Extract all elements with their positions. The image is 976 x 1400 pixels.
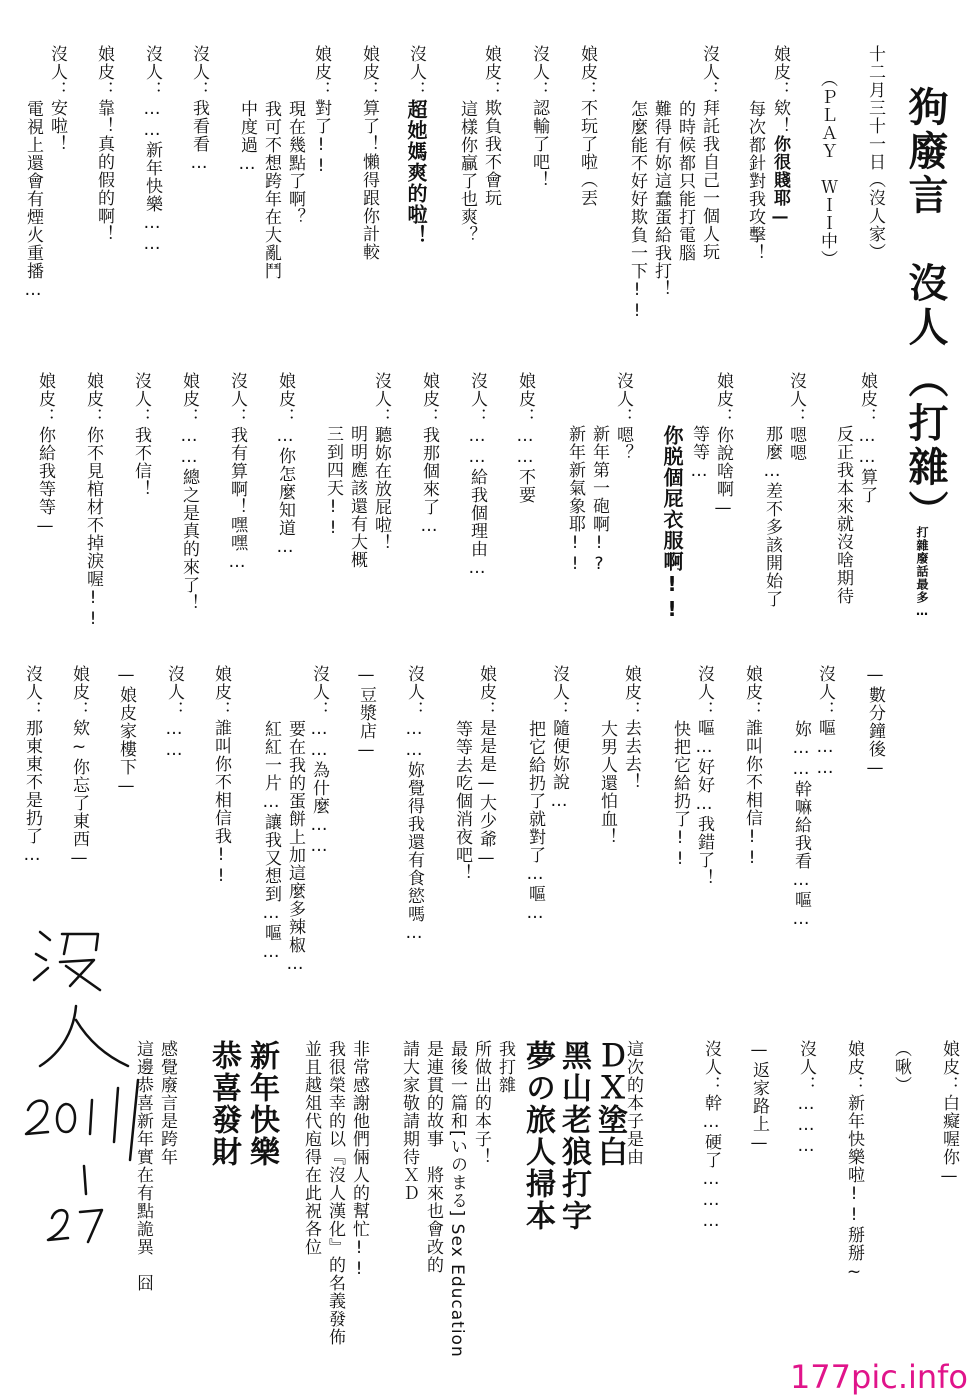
dialogue-line: 娘皮：誰叫你不相信我!! [211,665,231,887]
dialogue-line: 沒人：我不信！ [131,372,151,498]
greeting-line: 恭喜發財 [206,1040,241,1168]
dialogue-line: 娘皮：欺負我不會玩 [481,45,501,207]
dialogue-line: 沒人：認輸了吧！ [529,45,549,189]
dialogue-line: 等等去吃個消夜吧！ [452,720,472,882]
dialogue-line: 沒人：嗯？ [613,372,633,462]
dialogue-line: 沒人：幹…硬了……… [701,1040,721,1232]
dialogue-line: 沒人：…… [164,665,184,761]
dialogue-line [406,45,426,246]
dialogue-line: 反正我本來就沒啥期待 [833,425,853,605]
credit-line: 最後一篇和[いのまる] Sex Education [447,1040,467,1358]
dialogue-line: 沒人：嘔…… [815,665,835,779]
dialogue-line: 新年第一砲啊!? [589,425,609,575]
dialogue-line: 快把它給扔了!! [670,720,690,870]
dialogue-line: 沒人：……給我個理由… [467,372,487,579]
credit-line: 我打雜 [495,1040,515,1094]
dialogue-line: 娘皮：你說啥啊— [713,372,733,519]
speaker-line: 娘皮：欸！ [770,45,790,135]
thanks-line: 我很榮幸的以『沒人漢化』的名義發佈 [325,1040,345,1346]
credit-name: 黑山老狼打字 [556,1040,591,1232]
credit-line: 所做出的本子！ [471,1040,491,1166]
emphasis-text: 你很賤耶— [770,135,790,228]
scene-heading: —豆漿店— [356,665,376,761]
dialogue-line: 沒人：……新年快樂…… [142,45,162,255]
dialogue-line: 沒人：我有算啊！嘿嘿… [227,372,247,573]
date-line: 十二月三十一日（沒人家） [865,45,885,261]
dialogue-line: 中度過… [237,100,257,175]
page-title-paren: （打雜） [902,358,948,534]
dialogue-line: 娘皮：靠！真的假的啊！ [94,45,114,243]
dialogue-line: 娘皮：你給我等等— [35,372,55,537]
thanks-line: 非常感謝他們倆人的幫忙!! [349,1040,369,1280]
dialogue-line: 娘皮：白癡喔你— [939,1040,959,1187]
watermark: 177pic.info [789,1358,968,1396]
dialogue-line: 娘皮：新年快樂啦!!掰掰~ [844,1040,864,1283]
speaker-line: 沒人： [406,45,426,99]
dialogue-line: 難得有妳這蠢蛋給我打！ [651,100,671,298]
dialogue-line: 那麼…差不多該開始了 [762,425,782,608]
dialogue-line: 娘皮：對了!! [311,45,331,177]
handwritten-signature [10,920,150,1250]
dialogue-line: 沒人：拜託我自己一個人玩 [699,45,719,261]
dialogue-line: 娘皮：你不見棺材不掉淚喔!! [83,372,103,630]
emphasis-text: 超她媽爽的啦！ [404,99,428,246]
dialogue-line: 娘皮：欸~你忘了東西— [69,665,89,869]
dialogue-line: 的時候都只能打電腦 [675,100,695,262]
dialogue-line: 沒人：……妳覺得我還有食慾嗎… [404,665,424,944]
dialogue-line: 娘皮：…你怎麼知道… [275,372,295,558]
credit-name: ＤＸ塗白 [592,1040,627,1168]
closing-line: 這邊恭喜新年實在有點詭異 囧 [133,1040,153,1292]
dialogue-line: 把它給扔了就對了…嘔… [525,720,545,924]
dialogue-line: 沒人：……為什麼…… [309,665,329,857]
dialogue-line: 明明應該還有大概 [347,425,367,569]
scene-heading: —數分鐘後— [865,665,885,779]
dialogue-line: 怎麼能不好好欺負一下!! [627,100,647,322]
dialogue-line: 沒人：隨便妳說… [549,665,569,812]
credit-line: 請大家敬請期待ＸＤ [399,1040,419,1202]
dialogue-line: 每次都針對我攻擊！ [745,100,765,262]
dialogue-line: 娘皮：……不要 [515,372,535,504]
dialogue-line: （啾） [891,1040,911,1094]
dialogue-line: 娘皮：是是是—大少爺— [476,665,496,869]
dialogue-line: 娘皮：去去去！ [621,665,641,791]
dialogue-line: 等等… [689,425,709,482]
dialogue-line: 沒人：……… [796,1040,816,1157]
thanks-line: 並且越俎代庖得在此祝各位 [301,1040,321,1256]
dialogue-line: 沒人：嘔…好好…我錯了！ [694,665,714,887]
dialogue-line: 三到四天!! [323,425,343,539]
dialogue-line: 沒人：那東東不是扔了… [22,665,42,866]
dialogue-line: 要在我的蛋餅上加這麼多辣椒… [285,720,305,975]
dialogue-line: 大男人還怕血！ [597,720,617,846]
dialogue-line: 娘皮：……總之是真的來了！ [179,372,199,612]
dialogue-line: 新年新氣象耶!! [565,425,585,575]
dialogue-line: 電視上還會有煙火重播… [23,100,43,301]
dialogue-line: 沒人：安啦！ [47,45,67,153]
dialogue-line: 妳……幹嘛給我看…嘔… [791,720,811,930]
dialogue-line: 沒人：我看看… [189,45,209,174]
credit-line: 是連貫的故事 將來也會改的 [423,1040,443,1274]
closing-line: 感覺廢言是跨年 [157,1040,177,1166]
dialogue-line: 我可不想跨年在大亂鬥 [261,100,281,280]
dialogue-line: 娘皮：不玩了啦（丟 [577,45,597,207]
credit-name: 夢の旅人掃本 [520,1040,555,1232]
dialogue-line: 沒人：聽妳在放屁啦！ [371,372,391,552]
dialogue-line: 這樣你贏了也爽？ [457,100,477,244]
dialogue-line: 娘皮：算了！懶得跟你計較 [359,45,379,261]
page-subtitle: 打雜廢話最多… [915,526,929,619]
dialogue-line: 娘皮：誰叫你不相信!! [742,665,762,869]
dialogue-line: 沒人：嗯嗯 [786,372,806,462]
dialogue-line: 現在幾點了啊？ [285,100,305,226]
scene-heading: —返家路上— [749,1040,769,1154]
credit-line: 這次的本子是由 [623,1040,643,1166]
dialogue-line [771,45,788,228]
scene-heading: —娘皮家樓下— [116,665,136,797]
page-title: 狗廢言 沒人 [902,86,948,350]
dialogue-line: 紅紅一片…讓我又想到…嘔… [261,720,281,963]
play-note: （ＰＬＡＹ ＷＩＩ中） [817,70,837,268]
dialogue-line: 娘皮：我那個來了… [419,372,439,537]
dialogue-line-emphasis: 你脱個屁衣服啊!! [660,425,684,622]
greeting-line: 新年快樂 [244,1040,279,1168]
dialogue-line: 娘皮：……算了 [857,372,877,504]
